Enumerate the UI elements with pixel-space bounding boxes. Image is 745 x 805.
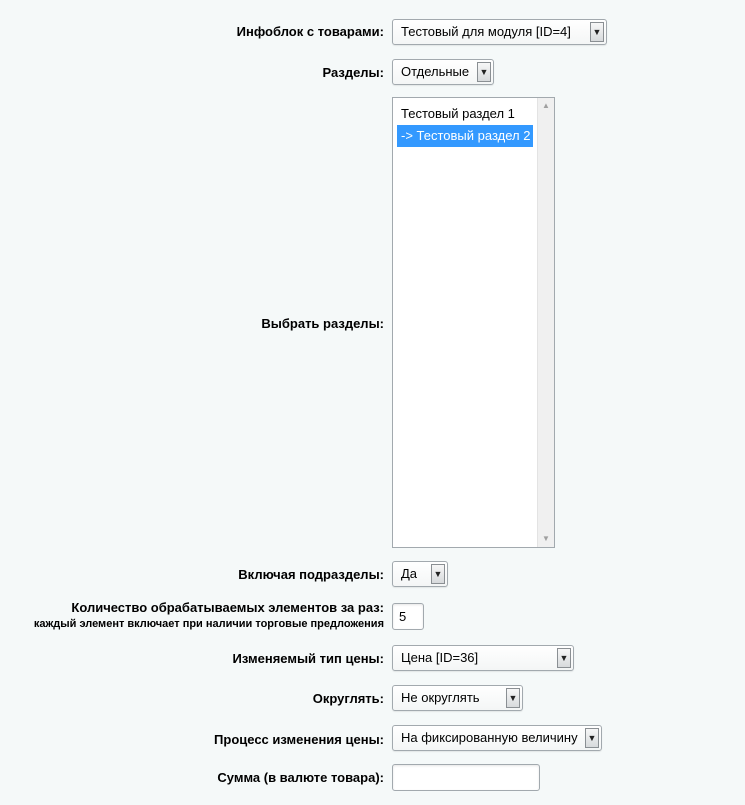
sections-mode-select[interactable]: [392, 59, 494, 85]
rounding-select-value: Не округлять: [401, 690, 480, 705]
list-item-selected[interactable]: -> Тестовый раздел 2: [397, 125, 533, 147]
scroll-up-icon[interactable]: ▲: [542, 101, 550, 110]
include-subsections-select[interactable]: [392, 561, 448, 587]
rounding-select[interactable]: [392, 685, 523, 711]
sections-listbox[interactable]: [392, 97, 555, 548]
rounding-label: Округлять:: [312, 691, 384, 706]
batch-count-input[interactable]: 5: [392, 603, 424, 630]
amount-input[interactable]: [392, 764, 540, 791]
iblock-select[interactable]: [392, 19, 607, 45]
choose-sections-label: Выбрать разделы:: [261, 316, 384, 331]
chevron-down-icon: ▼: [506, 688, 520, 708]
batch-count-label: [34, 600, 384, 630]
amount-label: Сумма (в валюте товара):: [217, 770, 384, 785]
change-process-select[interactable]: [392, 725, 602, 751]
batch-count-hint: каждый элемент включает при наличии торговые предложения: [33, 618, 384, 630]
chevron-down-icon: ▼: [477, 62, 491, 82]
chevron-down-icon: ▼: [431, 564, 445, 584]
iblock-label: Инфоблок с товарами:: [236, 24, 384, 39]
chevron-down-icon: ▼: [585, 728, 599, 748]
change-process-label: Процесс изменения цены:: [214, 732, 384, 747]
price-type-select-value: Цена [ID=36]: [401, 650, 479, 665]
scroll-down-icon[interactable]: ▼: [542, 534, 550, 543]
batch-count-label-text: Количество обрабатываемых элементов за раз:: [71, 600, 384, 615]
sections-mode-select-value: Отдельные: [401, 64, 470, 79]
price-type-select[interactable]: [392, 645, 574, 671]
price-type-label: Изменяемый тип цены:: [232, 651, 384, 666]
scrollbar[interactable]: [537, 98, 554, 547]
sections-mode-label: Разделы:: [322, 65, 384, 80]
chevron-down-icon: ▼: [557, 648, 571, 668]
list-item[interactable]: Тестовый раздел 1: [401, 106, 515, 121]
change-process-select-value: На фиксированную величину: [401, 730, 578, 745]
chevron-down-icon: ▼: [590, 22, 604, 42]
iblock-select-value: Тестовый для модуля [ID=4]: [401, 24, 571, 39]
include-subsections-select-value: Да: [401, 566, 418, 581]
include-subsections-label: Включая подразделы:: [238, 567, 384, 582]
